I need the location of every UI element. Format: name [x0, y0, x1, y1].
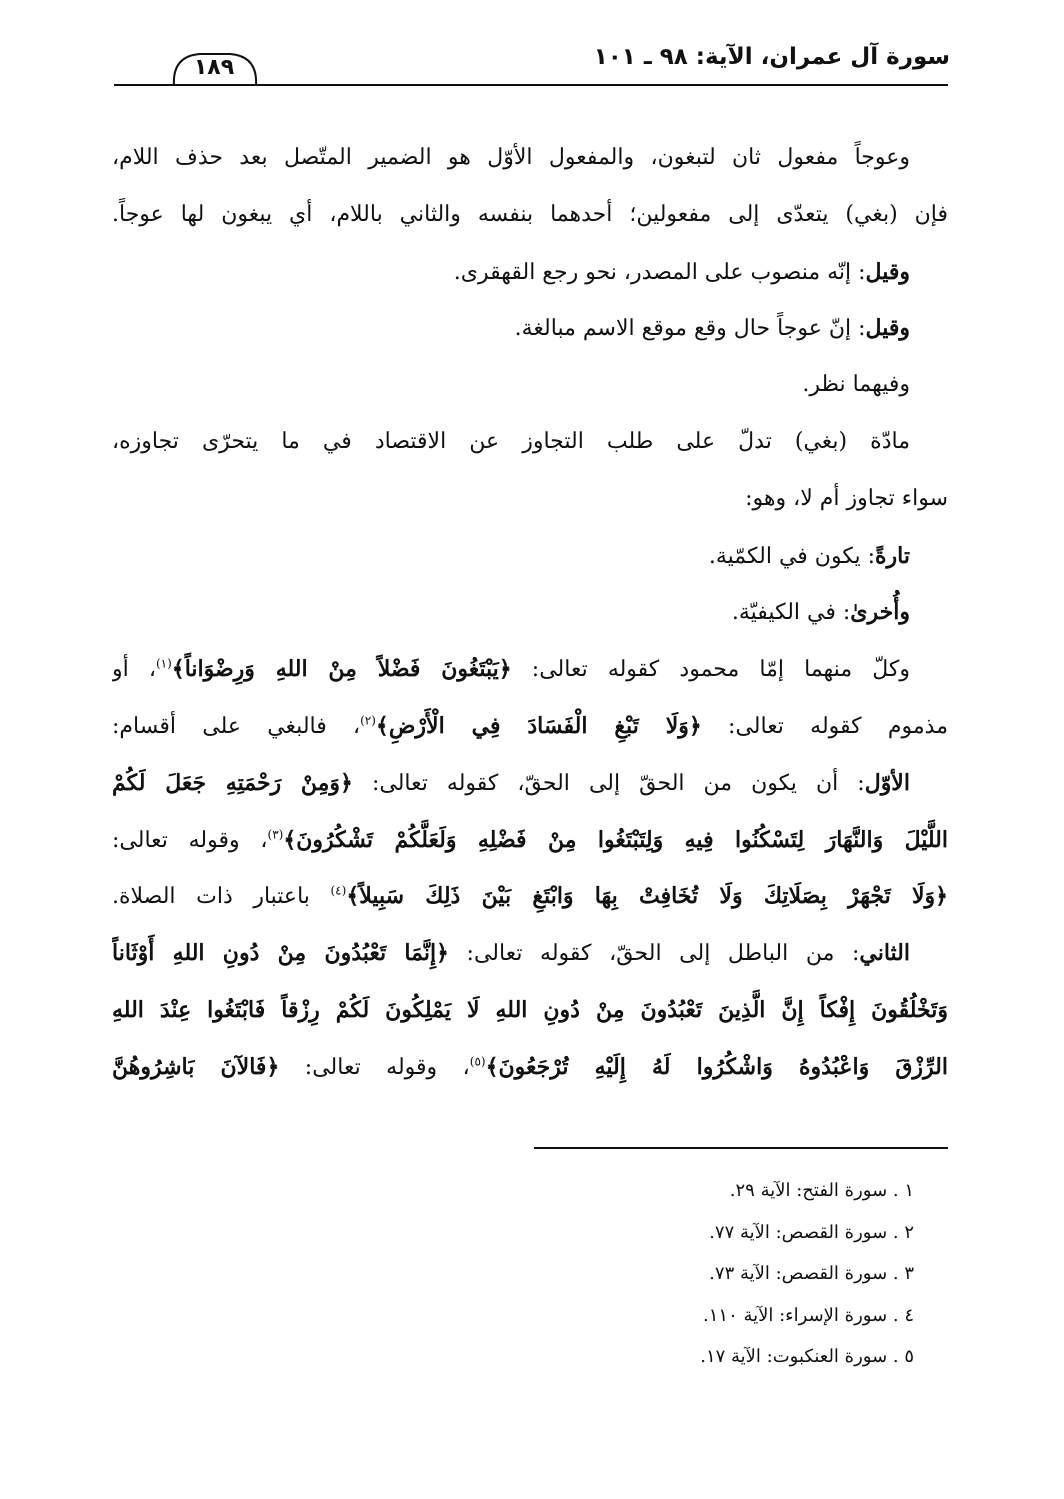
footnote-rule: [534, 1147, 948, 1149]
keyword: وأُخرىٰ: [850, 599, 910, 626]
quran-quote: اللَّيْلَ وَالنَّهَارَ لِتَسْكُنُوا فِيهِ وَلِتَبْتَغُوا مِنْ فَضْلِهِ وَلَعَلَّكُمْ تَشْكُرُونَ﴾: [283, 826, 948, 853]
footnote: ٣ . سورة القصص: الآية ٧٣.: [709, 1263, 914, 1284]
text-line: الرِّزْقَ وَاعْبُدُوهُ وَاشْكُرُوا لَهُ إِلَيْهِ تُرْجَعُونَ﴾$^{(٥)}$، وقوله تعالى: ﴿فَالآنَ بَاشِرُوهُنَّ: [112, 1053, 948, 1080]
text-line: ﴿وَلَا تَجْهَرْ بِصَلَاتِكَ وَلَا تُخَافِتْ بِهَا وَابْتَغِ بَيْنَ ذَلِكَ سَبِيلاً﴾$^{(٤)}$ باعتبار ذات الصلاة.: [112, 883, 948, 910]
text-line: وأُخرىٰ: في الكيفيّة.: [731, 599, 910, 626]
text-line: مذموم كقوله تعالى: ﴿وَلَا تَبْغِ الْفَسَادَ فِي الْأَرْضِ﴾$^{(٢)}$، فالبغي على أقسام:: [112, 712, 948, 739]
text-line: وكلّ منهما إمّا محمود كقوله تعالى: ﴿يَبْتَغُونَ فَضْلاً مِنْ اللهِ وَرِضْوَاناً﴾$^{(١)}$، أو: [112, 656, 910, 683]
quran-quote: ﴿وَلَا تَجْهَرْ بِصَلَاتِكَ وَلَا تُخَافِتْ بِهَا وَابْتَغِ بَيْنَ ذَلِكَ سَبِيلاً﴾: [346, 883, 948, 910]
text-line: سواء تجاوز أم لا، وهو:: [745, 485, 948, 511]
keyword: وقيل: [865, 315, 910, 342]
running-header-title: سورة آل عمران، الآية: ٩٨ ـ ١٠١: [593, 44, 950, 70]
quran-quote: الرِّزْقَ وَاعْبُدُوهُ وَاشْكُرُوا لَهُ إِلَيْهِ تُرْجَعُونَ﴾: [485, 1053, 948, 1080]
footnote: ٥ . سورة العنكبوت: الآية ١٧.: [700, 1346, 914, 1367]
keyword: وقيل: [865, 258, 910, 285]
text-line: وقيل: إنّ عوجاً حال وقع موقع الاسم مبالغة.: [514, 315, 910, 342]
text-line: وقيل: إنّه منصوب على المصدر، نحو رجع القهقرى.: [453, 258, 910, 285]
footnote-ref: (١): [155, 656, 172, 671]
quran-quote: ﴿إِنَّمَا تَعْبُدُونَ مِنْ دُونِ اللهِ أَوْثَاناً: [112, 940, 449, 967]
quran-quote: وَتَخْلُقُونَ إِفْكاً إِنَّ الَّذِينَ تَعْبُدُونَ مِنْ دُونِ اللهِ لَا يَمْلِكُونَ لَكُمْ رِزْقاً فَابْتَغُوا عِنْدَ اللهِ: [112, 996, 948, 1023]
text-line: وعوجاً مفعول ثان لتبغون، والمفعول الأوّل هو الضمير المتّصل بعد حذف اللام،: [112, 145, 910, 170]
footnote-ref: (٢): [360, 713, 376, 728]
quran-quote: ﴿فَالآنَ بَاشِرُوهُنَّ: [112, 1053, 280, 1080]
footnote-ref: (٥): [469, 1054, 486, 1069]
keyword: الثاني: [859, 940, 910, 967]
quran-quote: ﴿يَبْتَغُونَ فَضْلاً مِنْ اللهِ وَرِضْوَاناً﴾: [171, 656, 512, 683]
text-line: الثاني: من الباطل إلى الحقّ، كقوله تعالى: ﴿إِنَّمَا تَعْبُدُونَ مِنْ دُونِ اللهِ أَوْثَاناً: [112, 940, 910, 967]
footnote: ٢ . سورة القصص: الآية ٧٧.: [709, 1221, 914, 1243]
text-line: فإن (بغي) يتعدّى إلى مفعولين؛ أحدهما بنفسه والثاني باللام، أي يبغون لها عوجاً.: [112, 201, 948, 227]
footnote: ١ . سورة الفتح: الآية ٢٩.: [729, 1180, 914, 1201]
quran-quote: ﴿وَلَا تَبْغِ الْفَسَادَ فِي الْأَرْضِ﴾: [375, 712, 702, 739]
text-line: مادّة (بغي) تدلّ على طلب التجاوز عن الاقتصاد في ما يتحرّى تجاوزه،: [112, 428, 910, 454]
body-text: [112, 130, 948, 1096]
text-line: الأوّل: أن يكون من الحقّ إلى الحقّ، كقوله تعالى: ﴿وَمِنْ رَحْمَتِهِ جَعَلَ لَكُمْ: [112, 769, 910, 796]
quran-quote: ﴿وَمِنْ رَحْمَتِهِ جَعَلَ لَكُمْ: [112, 769, 353, 796]
header-rule: [114, 84, 948, 86]
footnote: ٤ . سورة الإسراء: الآية ١١٠.: [703, 1304, 914, 1326]
footnote-ref: (٣): [267, 827, 284, 842]
text-line: اللَّيْلَ وَالنَّهَارَ لِتَسْكُنُوا فِيهِ وَلِتَبْتَغُوا مِنْ فَضْلِهِ وَلَعَلَّكُمْ تَشْكُرُونَ﴾$^{(٣)}$، وقوله تعالى:: [112, 826, 948, 853]
keyword: الأوّل: [864, 769, 910, 796]
text-line: تارةً: يكون في الكمّية.: [708, 542, 910, 569]
footnotes: [350, 1170, 950, 1378]
page-number: ١٨٩: [193, 55, 235, 80]
text-line: [112, 982, 948, 1039]
text-line: وفيهما نظر.: [802, 372, 910, 398]
keyword: تارةً: [875, 542, 910, 569]
footnote-ref: (٤): [330, 884, 347, 899]
